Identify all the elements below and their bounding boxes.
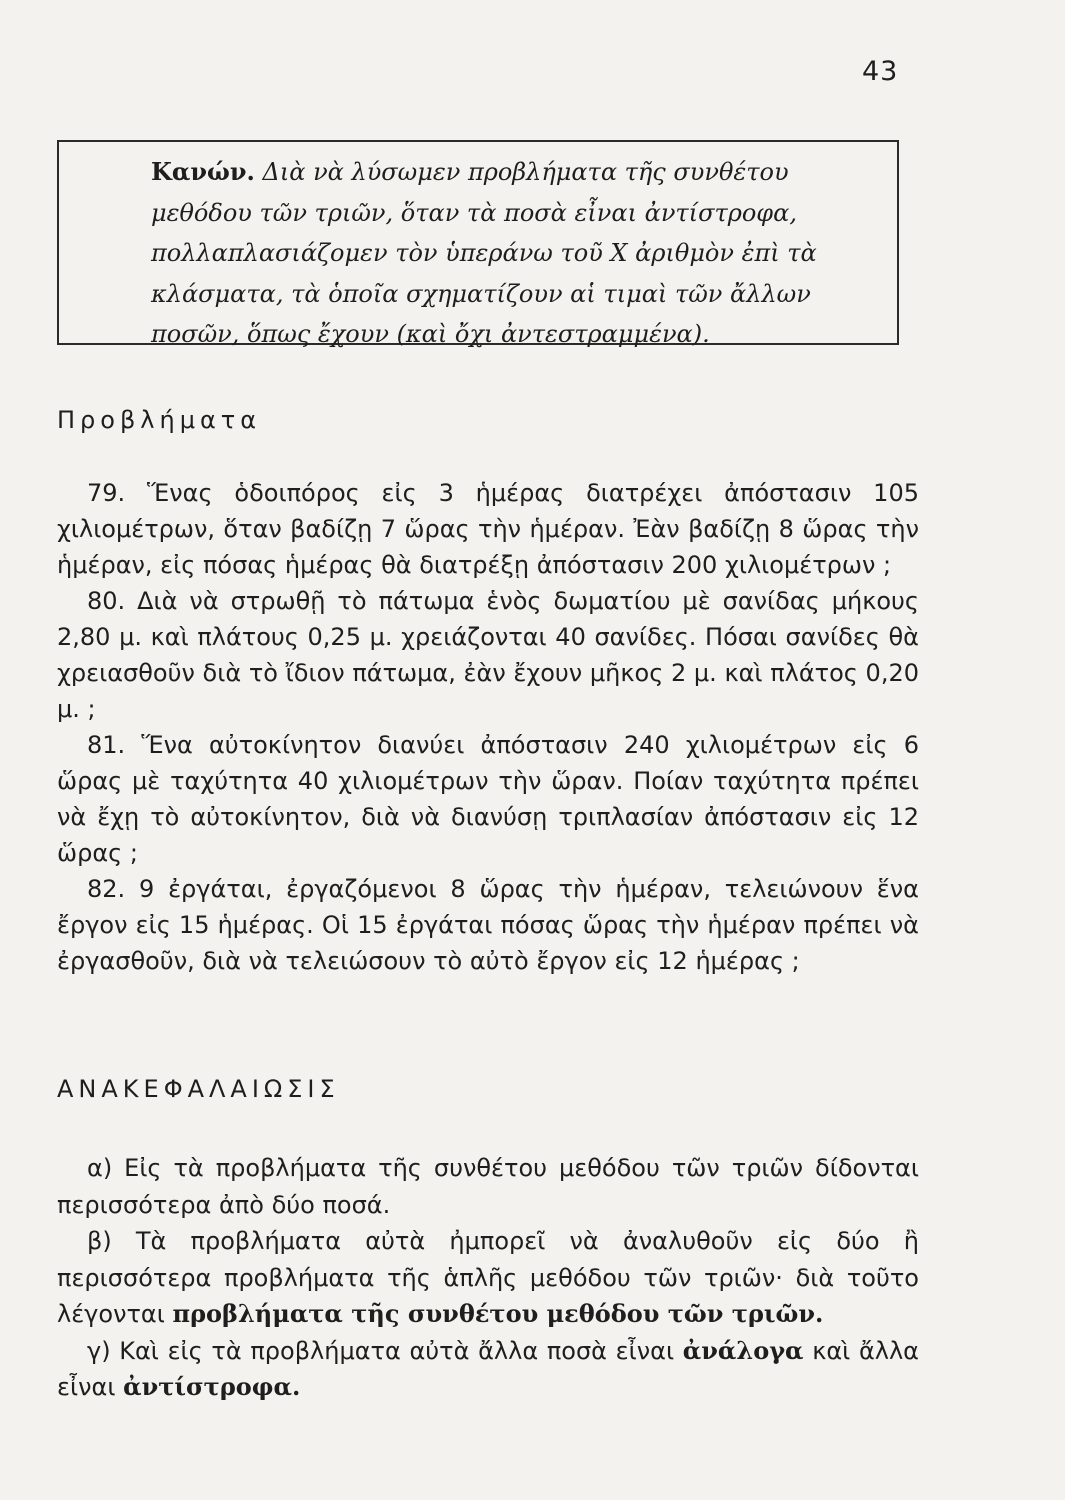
summary-item-c	[57, 1333, 919, 1406]
summary-item-a: α) Εἰς τὰ προβλήματα τῆς συνθέτου μεθόδου τῶν τριῶν δίδονται περισσότερα ἀπὸ δύο ποσά.	[57, 1154, 919, 1219]
rule-title: Κανών.	[151, 157, 255, 186]
problem-79: 79. Ἕνας ὁδοιπόρος εἰς 3 ἡμέρας διατρέχει ἀπόστασιν 105 χιλιομέτρων, ὅταν βαδίζῃ 7 ὥρας τὴν ἡμέραν. Ἐὰν βαδίζῃ 8 ὥρας τὴν ἡμέραν, εἰς πόσας ἡμέρας θὰ διατρέξῃ ἀπόστασιν 200 χιλιομέτρων ;	[57, 479, 919, 579]
summary-list	[57, 1150, 919, 1406]
summary-heading: ΑΝΑΚΕΦΑΛΑΙΩΣΙΣ	[57, 1075, 340, 1103]
rule-box	[57, 140, 899, 348]
problem-81: 81. Ἕνα αὐτοκίνητον διανύει ἀπόστασιν 240 χιλιομέτρων εἰς 6 ὥρας μὲ ταχύτητα 40 χιλιομέτρων τὴν ὥραν. Ποίαν ταχύτητα πρέπει νὰ ἔχῃ τὸ αὐτοκίνητον, διὰ νὰ διανύσῃ τριπλασίαν ἀπόστασιν εἰς 12 ὥρας ;	[57, 731, 919, 867]
problems-list	[57, 475, 919, 979]
summary-item-b-text: β) Τὰ προβλήματα αὐτὰ ἠμπορεῖ νὰ ἀναλυθοῦν εἰς δύο ἢ περισσότερα προβλήματα τῆς ἁπλῆς μεθόδου τῶν τριῶν· διὰ τοῦτο λέγονται	[57, 1227, 919, 1328]
summary-item-c-term2: ἀντίστροφα.	[123, 1372, 301, 1401]
summary-item-c-term1: ἀνάλογα	[682, 1335, 804, 1365]
problem-80: 80. Διὰ νὰ στρωθῇ τὸ πάτωμα ἑνὸς δωματίου μὲ σανίδας μήκους 2,80 μ. καὶ πλάτους 0,25 μ. χρειάζονται 40 σανίδες. Πόσαι σανίδες θὰ χρειασθοῦν διὰ τὸ ἴδιον πάτωμα, ἐὰν ἔχουν μῆκος 2 μ. καὶ πλάτος 0,20 μ. ;	[57, 587, 919, 723]
summary-item-c-text1: γ) Καὶ εἰς τὰ προβλήματα αὐτὰ ἄλλα ποσὰ εἶναι	[87, 1336, 675, 1365]
summary-item-b-term: προβλήματα τῆς συνθέτου μεθόδου τῶν τριῶν.	[172, 1299, 824, 1328]
rule-text: Διὰ νὰ λύσωμεν προβλήματα τῆς συνθέτου μεθόδου τῶν τριῶν, ὅταν τὰ ποσὰ εἶναι ἀντίστροφα, πολλαπλασιάζομεν τὸν ὑπεράνω τοῦ X ἀριθμὸν ἐπὶ τὰ κλάσματα, τὰ ὁποῖα σχηματίζουν αἱ τιμαὶ τῶν ἄλλων ποσῶν, ὅπως ἔχουν (καὶ ὄχι ἀντεστραμμένα).	[151, 158, 817, 348]
summary-item-b	[57, 1223, 919, 1333]
summary-item-c-text2: καὶ ἄλλα εἶναι	[57, 1336, 920, 1401]
rule-paragraph	[151, 152, 879, 355]
page-number: 43	[862, 56, 899, 87]
problem-82: 82. 9 ἐργάται, ἐργαζόμενοι 8 ὥρας τὴν ἡμέραν, τελειώνουν ἕνα ἔργον εἰς 15 ἡμέρας. Οἱ 15 ἐργάται πόσας ὥρας τὴν ἡμέραν πρέπει νὰ ἐργασθοῦν, διὰ νὰ τελειώσουν τὸ αὐτὸ ἔργον εἰς 12 ἡμέρας ;	[57, 875, 919, 975]
problems-heading: Προβλήματα	[57, 406, 262, 434]
